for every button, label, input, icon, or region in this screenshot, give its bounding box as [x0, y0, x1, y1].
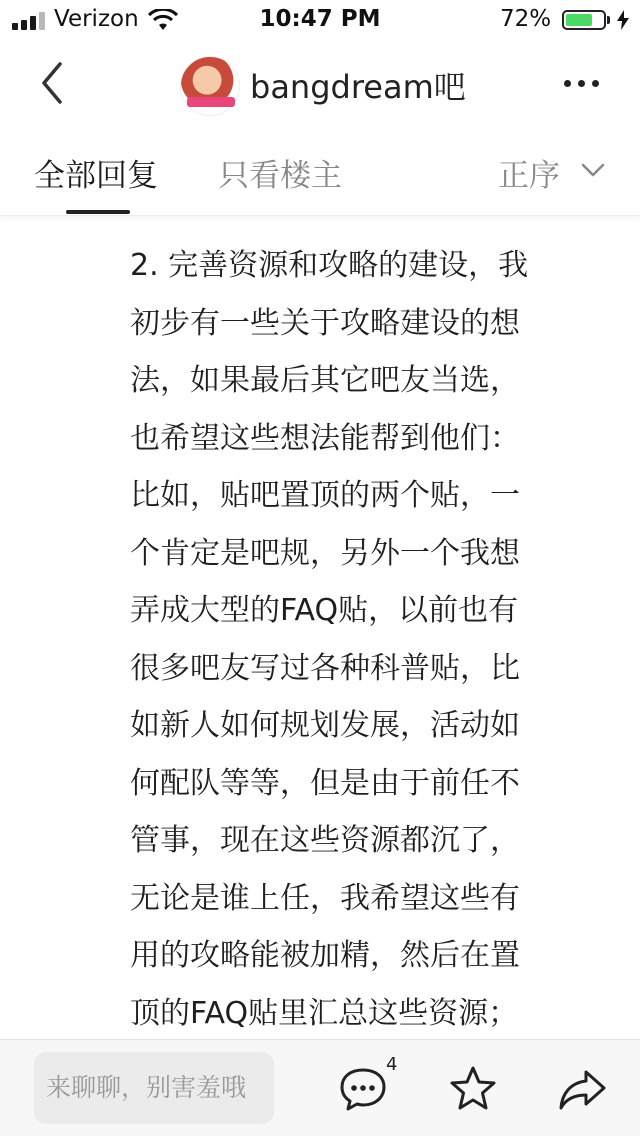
comment-count-badge: 4 — [386, 1054, 398, 1075]
battery-level — [566, 14, 592, 26]
carrier-label: Verizon — [54, 6, 139, 32]
bottom-action-bar — [0, 1039, 640, 1136]
star-icon[interactable] — [446, 1062, 500, 1116]
battery-cap — [607, 16, 610, 24]
battery-percent: 72% — [500, 6, 552, 32]
post-line: 也希望这些想法能帮到他们： — [130, 420, 520, 456]
post-line: 很多吧友写过各种科普贴，比 — [130, 650, 520, 686]
post-line: 如新人如何规划发展，活动如 — [130, 708, 520, 743]
post-line: 用的攻略能被加精，然后在置 — [130, 938, 520, 973]
status-bar — [0, 0, 640, 40]
nav-bar — [0, 40, 640, 130]
active-tab-indicator — [66, 210, 130, 214]
post-body — [130, 237, 600, 1039]
battery-icon — [562, 10, 606, 30]
post-line: 管事，现在这些资源都沉了， — [130, 823, 520, 858]
post-line: 初步有一些关于攻略建设的想 — [130, 305, 520, 341]
share-arrow-icon[interactable] — [556, 1062, 610, 1116]
post-line: 弄成大型的FAQ贴，以前也有 — [130, 593, 519, 628]
post-line: 法，如果最后其它吧友当选， — [130, 363, 520, 398]
sort-order-toggle[interactable]: 正序 — [498, 158, 560, 194]
post-line: 何配队等等，但是由于前任不 — [130, 765, 520, 801]
post-line: 无论是谁上任，我希望这些有 — [130, 880, 520, 916]
forum-avatar[interactable] — [180, 56, 240, 116]
reply-input[interactable]: 来聊聊，别害羞哦 — [34, 1052, 274, 1124]
post-line: 2. 完善资源和攻略的建设，我 — [130, 248, 529, 283]
comment-bubble-icon[interactable] — [336, 1062, 390, 1116]
chevron-down-icon[interactable] — [580, 160, 606, 180]
status-time: 10:47 PM — [259, 6, 381, 32]
tab-all-replies[interactable]: 全部回复 — [34, 158, 158, 194]
post-line: 比如，贴吧置顶的两个贴，一 — [130, 478, 520, 513]
forum-title[interactable]: bangdream吧 — [250, 68, 466, 106]
post-content — [0, 217, 640, 1039]
back-chevron-icon[interactable] — [30, 58, 80, 108]
post-line: 个肯定是吧规，另外一个我想 — [130, 535, 520, 571]
ellipsis-icon — [564, 80, 571, 87]
tab-only-op[interactable]: 只看楼主 — [218, 158, 342, 194]
more-options-button[interactable] — [556, 60, 606, 104]
charging-bolt-icon — [616, 10, 630, 30]
reply-filter-tabs — [0, 130, 640, 216]
post-line: 顶的FAQ贴里汇总这些资源； — [130, 995, 519, 1031]
